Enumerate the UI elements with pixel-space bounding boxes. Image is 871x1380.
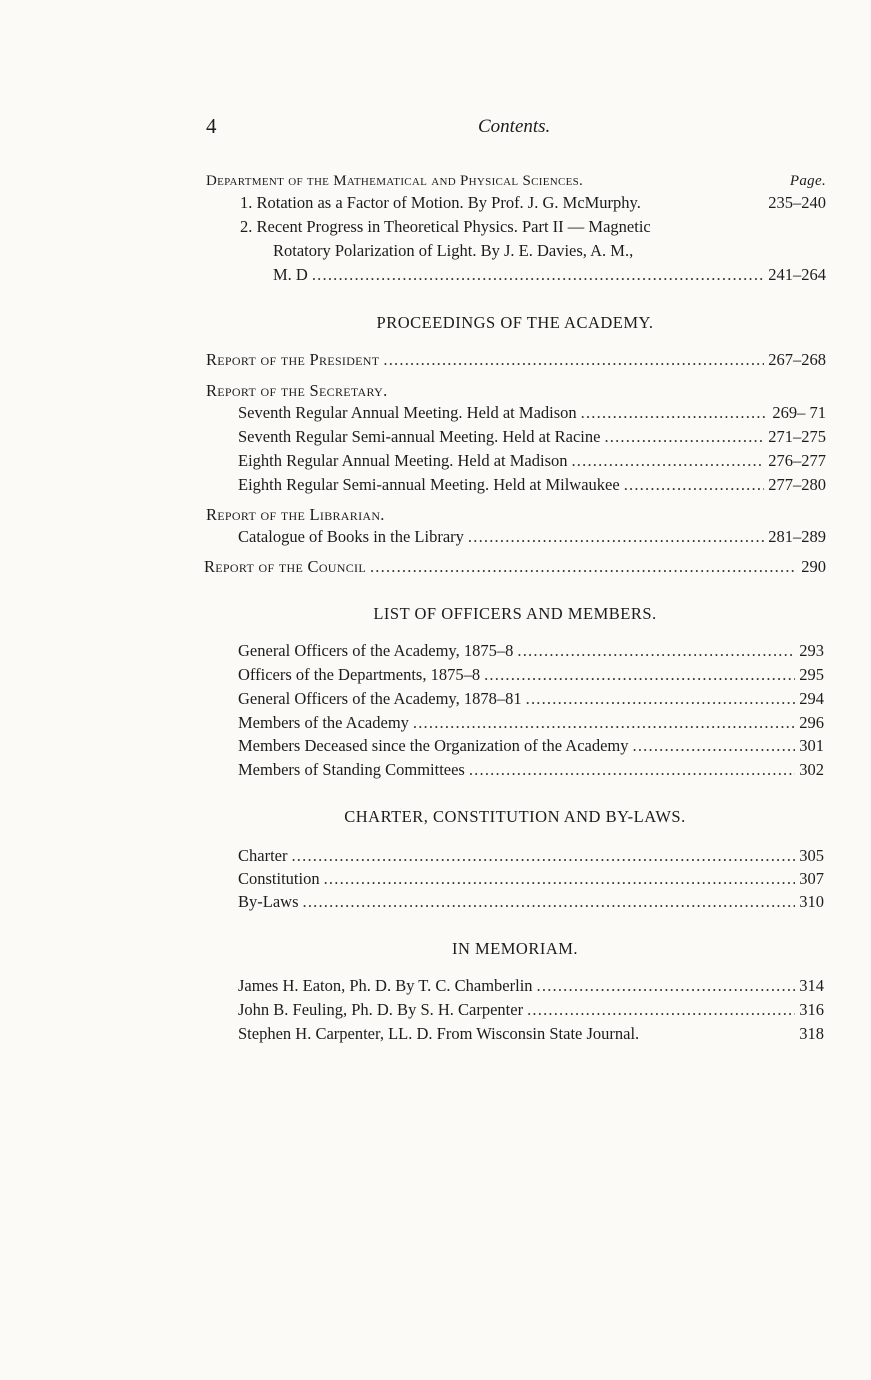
dot-leader	[370, 556, 797, 578]
toc-entry: Eighth Regular Semi-annual Meeting. Held at Milwaukee ..... 277–280	[238, 474, 826, 496]
subsection-heading: Report of the Secretary.	[206, 381, 388, 400]
toc-entry: John B. Feuling, Ph. D. By S. H. Carpenter ..... 316	[238, 999, 824, 1021]
dot-leader	[324, 868, 796, 890]
toc-entry: Officers of the Departments, 1875–8 ..... 295	[238, 664, 824, 686]
toc-entry: Report of the Council ..... 290	[204, 556, 826, 578]
dot-leader	[633, 735, 796, 757]
section-heading-memoriam: IN MEMORIAM.	[451, 939, 579, 958]
dept-heading: Department of the Mathematical and Physical Sciences.	[206, 173, 584, 189]
toc-entry: Report of the President ..... 267–268	[206, 349, 826, 371]
dot-leader	[517, 640, 795, 662]
toc-entry: Members Deceased since the Organization of the Academy ..... 301	[238, 735, 824, 757]
dot-leader	[604, 426, 764, 448]
toc-entry-continued: M. D ..... 241–264	[273, 264, 826, 286]
dot-leader	[581, 402, 769, 424]
dot-leader	[413, 712, 795, 734]
toc-entry: 2. Recent Progress in Theoretical Physics. Part II — Magnetic	[240, 217, 651, 236]
dot-leader	[527, 999, 795, 1021]
dept-heading-row	[206, 170, 826, 192]
dot-leader	[624, 474, 765, 496]
dot-leader	[383, 349, 764, 371]
dot-leader	[303, 891, 796, 913]
section-heading-officers: LIST OF OFFICERS AND MEMBERS.	[373, 604, 657, 623]
section-heading-proceedings: PROCEEDINGS OF THE ACADEMY.	[376, 313, 654, 332]
toc-entry: Catalogue of Books in the Library ..... 281–289	[238, 526, 826, 548]
toc-entry: General Officers of the Academy, 1878–81 ..... 294	[238, 688, 824, 710]
dot-leader	[571, 450, 764, 472]
section-heading-charter: CHARTER, CONSTITUTION AND BY-LAWS.	[344, 807, 686, 826]
toc-entry: Constitution ..... 307	[238, 868, 824, 890]
toc-entry: Members of the Academy ..... 296	[238, 712, 824, 734]
subsection-heading: Report of the Librarian.	[206, 505, 385, 524]
toc-entry: Seventh Regular Semi-annual Meeting. Held at Racine ..... 271–275	[238, 426, 826, 448]
toc-entry: Stephen H. Carpenter, LL. D. From Wisconsin State Journal. 318	[238, 1024, 824, 1043]
toc-entry-continued: Rotatory Polarization of Light. By J. E. Davies, A. M.,	[273, 241, 634, 260]
toc-entry: James H. Eaton, Ph. D. By T. C. Chamberlin ..... 314	[238, 975, 824, 997]
toc-entry: Members of Standing Committees ..... 302	[238, 759, 824, 781]
toc-entry: By-Laws ..... 310	[238, 891, 824, 913]
dot-leader	[312, 264, 764, 286]
dot-leader	[468, 526, 764, 548]
page-number: 4	[206, 114, 217, 138]
dot-leader	[484, 664, 795, 686]
toc-entry: Charter ..... 305	[238, 845, 824, 867]
dot-leader	[537, 975, 796, 997]
toc-entry: Seventh Regular Annual Meeting. Held at Madison ..... 269– 71	[238, 402, 826, 424]
dot-leader	[526, 688, 796, 710]
page-column-label: Page.	[789, 173, 826, 189]
toc-entry: 1. Rotation as a Factor of Motion. By Prof. J. G. McMurphy. 235–240	[240, 193, 826, 212]
running-head: Contents.	[478, 116, 551, 137]
dot-leader	[291, 845, 795, 867]
toc-entry: General Officers of the Academy, 1875–8 ..... 293	[238, 640, 824, 662]
dot-leader	[469, 759, 795, 781]
toc-entry: Eighth Regular Annual Meeting. Held at Madison ..... 276–277	[238, 450, 826, 472]
